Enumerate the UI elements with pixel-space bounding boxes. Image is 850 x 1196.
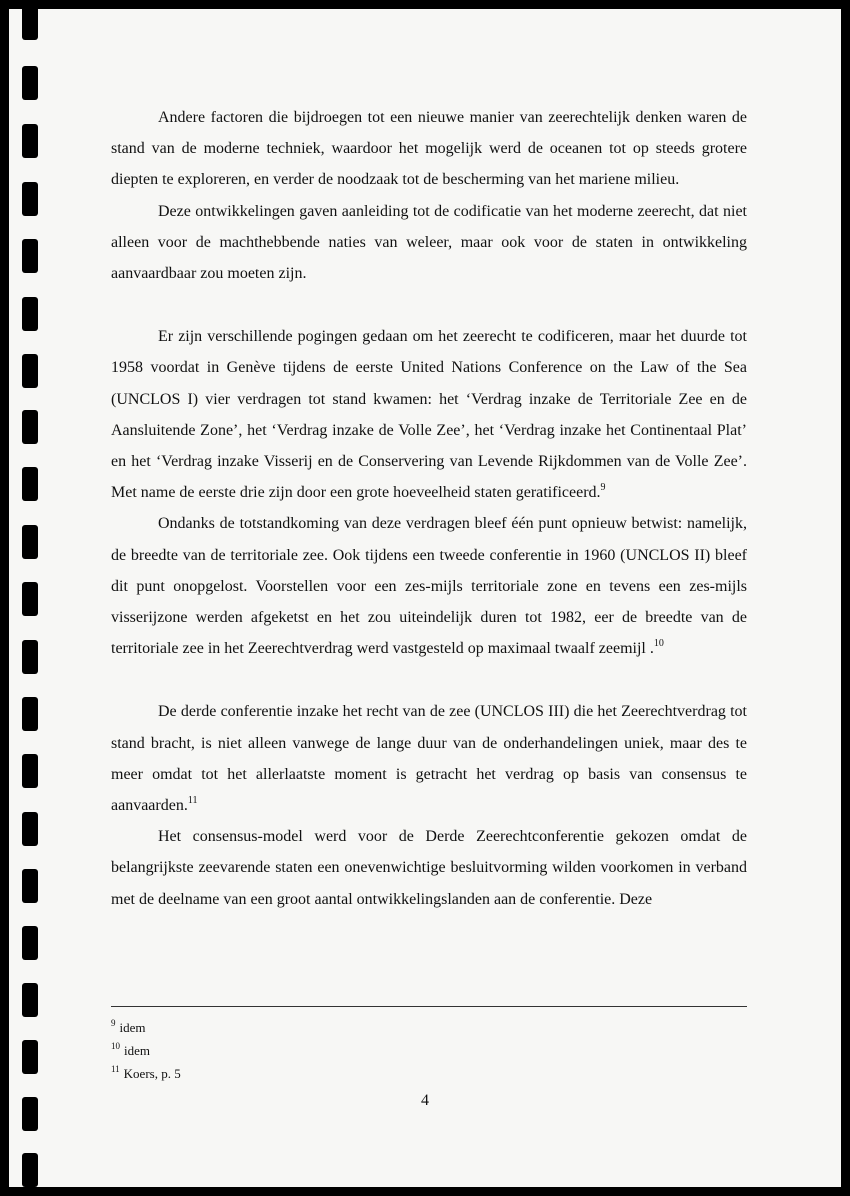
binder-hole [22,812,38,846]
binder-hole [22,1040,38,1074]
binder-hole [22,410,38,444]
footnote-number: 11 [111,1064,120,1074]
footnote-number: 9 [111,1018,116,1028]
paragraph [111,696,747,821]
footnote-ref: 10 [653,638,664,650]
footnote [111,1016,511,1039]
paragraph-text: Deze ontwikkelingen gaven aanleiding tot de codificatie van het moderne zeerecht, dat niet alleen voor de machthebbende naties van weleer, maar ook voor de staten in ontwikkeling aanvaardbaar zou moeten zijn. [111,202,747,283]
paragraph-text: Er zijn verschillende pogingen gedaan om het zeerecht te codificeren, maar het duurde tot 1958 voordat in Genève tijdens de eerste United Nations Conference on the Law of the Sea (UNCLOS I) vier verdragen tot stand kwamen: het ‘Verdrag inzake de Territoriale Zee en de Aansluitende Zone’, het ‘Verdrag inzake de Volle Zee’, het ‘Verdrag inzake het Continentaal Plat’ en het ‘Verdrag inzake Visserij en de Conservering van Levende Rijkdommen van de Volle Zee’. Met name de eerste drie zijn door een grote hoeveelheid staten geratificeerd. [111,328,747,502]
paragraph [111,321,747,508]
page-number: 4 [421,1092,429,1109]
footnote-ref: 9 [600,482,606,494]
binder-hole [22,182,38,216]
footnote-number: 10 [111,1041,120,1051]
binder-hole [22,1153,38,1187]
footnotes [111,1016,511,1085]
footnote-text: Koers, p. 5 [123,1066,181,1081]
binder-holes [22,0,40,1196]
paragraph-text: De derde conferentie inzake het recht van de zee (UNCLOS III) die het Zeerechtverdrag tot stand bracht, is niet alleen vanwege de lange duur van de onderhandelingen uniek, maar des te meer omdat tot het allerlaatste moment is getracht het verdrag op basis van consensus te aanvaarden. [111,703,747,815]
binder-hole [22,239,38,273]
binder-hole [22,66,38,100]
binder-hole [22,467,38,501]
binder-hole [22,124,38,158]
paragraph [111,102,747,196]
footnote [111,1062,511,1085]
binder-hole [22,926,38,960]
body-text [111,102,747,915]
footnote-divider [111,1006,747,1007]
binder-hole [22,354,38,388]
binder-hole [22,6,38,40]
binder-hole [22,983,38,1017]
paragraph [111,821,747,915]
footnote-ref: 11 [187,795,198,807]
footnote-text: idem [119,1020,146,1035]
paragraph-text: Andere factoren die bijdroegen tot een nieuwe manier van zeerechtelijk denken waren de stand van de moderne techniek, waardoor het mogelijk werd de oceanen tot op steeds grotere diepten te exploreren, en verder de noodzaak tot de bescherming van het mariene milieu. [111,109,747,189]
binder-hole [22,869,38,903]
footnote-text: idem [124,1043,150,1058]
binder-hole [22,754,38,788]
binder-hole [22,697,38,731]
paragraph [111,196,747,290]
paragraph-text: Het consensus-model werd voor de Derde Zeerechtconferentie gekozen omdat de belangrijkste zeevarende staten een onevenwichtige besluitvorming wilden voorkomen in verband met de deelname van een groot aantal ontwikkelingslanden aan de conferentie. Deze [111,828,747,908]
binder-hole [22,297,38,331]
paragraph [111,508,747,664]
binder-hole [22,582,38,616]
binder-hole [22,640,38,674]
paragraph-text: Ondanks de totstandkoming van deze verdragen bleef één punt opnieuw betwist: namelijk, de breedte van de territoriale zee. Ook tijdens een tweede conferentie in 1960 (UNCLOS II) bleef dit punt onopgelost. Voorstellen voor een zes-mijls territoriale zone en tevens een zes-mijls visserijzone werden afgeketst en het zou uiteindelijk duren tot 1982, eer de breedte van de territoriale zee in het Zeerechtverdrag werd vastgesteld op maximaal twaalf zeemijl . [111,515,747,658]
footnote [111,1039,511,1062]
binder-hole [22,525,38,559]
